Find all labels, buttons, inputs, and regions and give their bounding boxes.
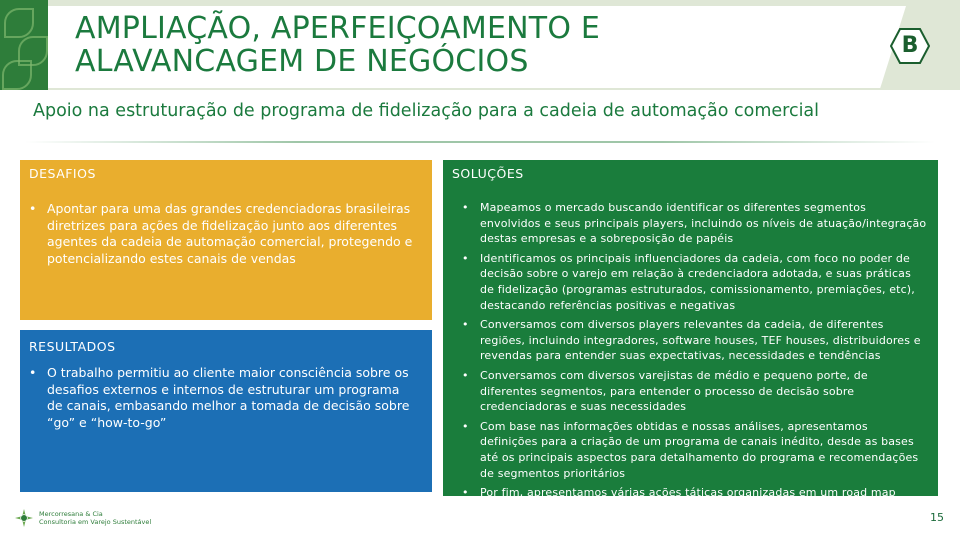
list-item: • Com base nas informações obtidas e nossas análises, apresentamos definições para a criação de um programa de canais inédito, desde as bases até os principais aspectos para detalhamento do programa e recomendações de segmentos prioritários <box>462 419 928 481</box>
page-number: 15 <box>918 504 956 532</box>
resultados-list <box>29 365 419 431</box>
solucoes-list <box>462 200 928 501</box>
list-item: • Conversamos com diversos players relevantes da cadeia, de diferentes regiões, incluindo integradores, software houses, TEF houses, distribuidores e revendas para entender suas expectativas, necessidades e tendências <box>462 317 928 364</box>
list-item: • Por fim, apresentamos várias ações táticas organizadas em um road map <box>462 485 928 501</box>
desafios-panel <box>20 160 432 320</box>
list-item: • O trabalho permitiu ao cliente maior consciência sobre os desafios externos e internos de estruturar um programa de canais, embasando melhor a tomada de decisão sobre “go” e “how-to-go” <box>29 365 419 431</box>
list-item: • Conversamos com diversos varejistas de médio e pequeno porte, de diferentes segmentos, para entender o processo de decisão sobre credenciadoras e suas necessidades <box>462 368 928 415</box>
page-title-line2: ALAVANCAGEM DE NEGÓCIOS <box>75 44 529 79</box>
desafios-list <box>29 201 419 267</box>
solucoes-heading: SOLUÇÕES <box>452 166 524 181</box>
resultados-panel <box>20 330 432 492</box>
list-item: • Identificamos os principais influenciadores da cadeia, com foco no poder de decisão sobre o varejo em relação à credenciadora adotada, e suas práticas de fidelização (programas estruturados, comissionamento, premiações, etc), destacando referências positivas e negativas <box>462 251 928 313</box>
resultados-heading: RESULTADOS <box>29 339 116 354</box>
slide-subtitle: Apoio na estruturação de programa de fidelização para a cadeia de automação comercial <box>33 101 820 121</box>
footer-company-name <box>39 510 151 526</box>
solucoes-panel <box>443 160 938 500</box>
footer-name-line2: Consultoria em Varejo Sustentável <box>39 518 152 526</box>
header-decoration <box>0 0 48 90</box>
subtitle-divider <box>25 141 935 143</box>
desafios-heading: DESAFIOS <box>29 166 96 181</box>
leaf-logo-icon <box>12 508 36 528</box>
footer-logo <box>12 508 152 530</box>
page-title-line1: AMPLIAÇÃO, APERFEIÇOAMENTO E <box>75 11 601 46</box>
brand-logo <box>890 28 930 64</box>
list-item: • Apontar para uma das grandes credenciadoras brasileiras diretrizes para ações de fidelização junto aos diferentes agentes da cadeia de automação comercial, protegendo e potencializando estes canais de vendas <box>29 201 419 267</box>
page-title <box>75 12 735 78</box>
logo-letter: B <box>901 33 919 58</box>
footer-name-line1: Mercorresana & Cia <box>39 510 103 518</box>
list-item: • Mapeamos o mercado buscando identificar os diferentes segmentos envolvidos e seus principais players, incluindo os níveis de atuação/integração destas empresas e a sobreposição de papéis <box>462 200 928 247</box>
